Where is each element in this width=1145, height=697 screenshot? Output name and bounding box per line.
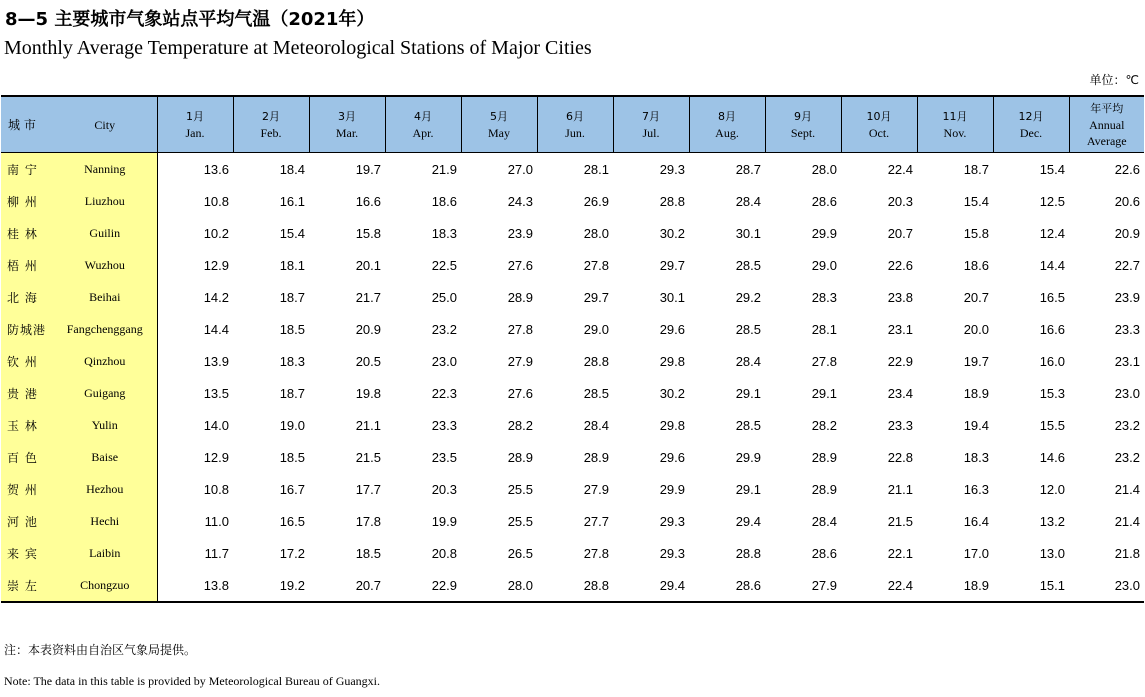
value-cell: 21.7	[355, 289, 381, 305]
value-cell: 21.5	[887, 513, 913, 529]
value-cell: 20.7	[963, 289, 989, 305]
city-cn-cell: 河 池	[1, 505, 53, 537]
value-cell: 19.0	[279, 417, 305, 433]
value-cell: 14.6	[1039, 449, 1065, 465]
month-cn-label: 2月	[262, 109, 280, 123]
header-city-cn: 城 市	[1, 96, 53, 153]
value-cell: 28.2	[811, 417, 837, 433]
annual-value-cell: 23.3	[1114, 321, 1140, 337]
value-cell: 28.5	[735, 257, 761, 273]
header-month-oct	[841, 96, 917, 153]
header-month-jun	[537, 96, 613, 153]
value-cell: 17.8	[355, 513, 381, 529]
table-row	[1, 569, 1144, 602]
city-cn-cell: 桂 林	[1, 217, 53, 249]
month-en-label: Jun.	[565, 125, 585, 140]
table-row	[1, 217, 1144, 249]
value-cell: 23.3	[887, 417, 913, 433]
value-cell: 20.5	[355, 353, 381, 369]
table-row	[1, 505, 1144, 537]
month-cn-label: 9月	[794, 109, 812, 123]
month-en-label: Jul.	[642, 125, 660, 140]
value-cell: 20.3	[887, 193, 913, 209]
value-cell: 29.0	[811, 257, 837, 273]
value-cell: 23.9	[507, 225, 533, 241]
value-cell: 16.1	[279, 193, 305, 209]
city-en-cell: Baise	[53, 441, 157, 473]
page-title-en: Monthly Average Temperature at Meteorological Stations of Major Cities	[4, 37, 592, 59]
month-en-label: Feb.	[260, 125, 282, 140]
value-cell: 30.2	[659, 385, 685, 401]
value-cell: 28.6	[735, 577, 761, 593]
value-cell: 28.4	[735, 193, 761, 209]
value-cell: 20.9	[355, 321, 381, 337]
value-cell: 30.2	[659, 225, 685, 241]
value-cell: 27.8	[583, 257, 609, 273]
month-en-label: Jan.	[185, 125, 205, 140]
month-cn-label: 6月	[566, 109, 584, 123]
value-cell: 29.2	[735, 289, 761, 305]
value-cell: 23.2	[431, 321, 457, 337]
value-cell: 28.0	[811, 161, 837, 177]
value-cell: 16.6	[355, 193, 381, 209]
month-en-label: Aug.	[715, 125, 739, 140]
value-cell: 20.8	[431, 545, 457, 561]
value-cell: 15.5	[1039, 417, 1065, 433]
value-cell: 22.4	[887, 161, 913, 177]
city-cn-cell: 柳 州	[1, 185, 53, 217]
value-cell: 19.2	[279, 577, 305, 593]
value-cell: 10.2	[203, 225, 229, 241]
value-cell: 28.3	[811, 289, 837, 305]
value-cell: 15.1	[1039, 577, 1065, 593]
table-row	[1, 537, 1144, 569]
annual-value-cell: 23.2	[1114, 417, 1140, 433]
table-row	[1, 153, 1144, 186]
value-cell: 27.9	[583, 481, 609, 497]
header-row	[1, 96, 1144, 153]
value-cell: 16.5	[1039, 289, 1065, 305]
annual-cn-label: 年平均	[1090, 101, 1124, 115]
value-cell: 28.0	[507, 577, 533, 593]
value-cell: 30.1	[735, 225, 761, 241]
value-cell: 15.8	[963, 225, 989, 241]
city-en-cell: Chongzuo	[53, 569, 157, 602]
value-cell: 18.9	[963, 385, 989, 401]
annual-value-cell: 21.4	[1114, 513, 1140, 529]
value-cell: 29.9	[735, 449, 761, 465]
annual-value-cell: 20.9	[1114, 225, 1140, 241]
value-cell: 20.7	[887, 225, 913, 241]
value-cell: 21.9	[431, 161, 457, 177]
table-body	[1, 153, 1144, 603]
value-cell: 16.5	[279, 513, 305, 529]
value-cell: 18.3	[279, 353, 305, 369]
annual-en-label-1: Annual	[1089, 117, 1125, 132]
value-cell: 19.8	[355, 385, 381, 401]
header-month-aug	[689, 96, 765, 153]
value-cell: 28.6	[811, 545, 837, 561]
temperature-table	[1, 95, 1144, 603]
month-cn-label: 1月	[186, 109, 204, 123]
value-cell: 28.5	[735, 321, 761, 337]
value-cell: 27.8	[507, 321, 533, 337]
value-cell: 13.0	[1039, 545, 1065, 561]
value-cell: 19.4	[963, 417, 989, 433]
value-cell: 28.8	[659, 193, 685, 209]
value-cell: 25.5	[507, 481, 533, 497]
value-cell: 16.7	[279, 481, 305, 497]
annual-value-cell: 23.0	[1114, 577, 1140, 593]
value-cell: 29.6	[659, 449, 685, 465]
city-en-cell: Hechi	[53, 505, 157, 537]
value-cell: 29.1	[735, 385, 761, 401]
value-cell: 18.9	[963, 577, 989, 593]
value-cell: 15.4	[279, 225, 305, 241]
value-cell: 18.7	[963, 161, 989, 177]
value-cell: 18.6	[431, 193, 457, 209]
value-cell: 18.5	[279, 449, 305, 465]
value-cell: 28.9	[811, 481, 837, 497]
month-cn-label: 10月	[866, 109, 892, 123]
value-cell: 12.9	[203, 257, 229, 273]
value-cell: 29.8	[659, 417, 685, 433]
month-en-label: May	[488, 125, 510, 140]
value-cell: 22.9	[887, 353, 913, 369]
header-month-nov	[917, 96, 993, 153]
value-cell: 21.1	[887, 481, 913, 497]
value-cell: 16.0	[1039, 353, 1065, 369]
value-cell: 29.8	[659, 353, 685, 369]
value-cell: 27.8	[583, 545, 609, 561]
value-cell: 23.0	[431, 353, 457, 369]
value-cell: 28.9	[507, 289, 533, 305]
city-cn-cell: 贵 港	[1, 377, 53, 409]
value-cell: 28.5	[583, 385, 609, 401]
month-en-label: Oct.	[868, 125, 890, 140]
value-cell: 27.8	[811, 353, 837, 369]
header-month-sept	[765, 96, 841, 153]
value-cell: 28.9	[583, 449, 609, 465]
value-cell: 16.6	[1039, 321, 1065, 337]
city-cn-cell: 北 海	[1, 281, 53, 313]
month-en-label: Apr.	[412, 125, 434, 140]
value-cell: 30.1	[659, 289, 685, 305]
city-en-cell: Hezhou	[53, 473, 157, 505]
table-row	[1, 281, 1144, 313]
value-cell: 28.2	[507, 417, 533, 433]
value-cell: 27.6	[507, 257, 533, 273]
value-cell: 22.3	[431, 385, 457, 401]
value-cell: 16.4	[963, 513, 989, 529]
value-cell: 21.5	[355, 449, 381, 465]
annual-value-cell: 20.6	[1114, 193, 1140, 209]
value-cell: 24.3	[507, 193, 533, 209]
value-cell: 19.7	[963, 353, 989, 369]
value-cell: 26.5	[507, 545, 533, 561]
value-cell: 22.9	[431, 577, 457, 593]
city-en-cell: Liuzhou	[53, 185, 157, 217]
value-cell: 17.2	[279, 545, 305, 561]
city-en-cell: Guilin	[53, 217, 157, 249]
annual-value-cell: 23.0	[1114, 385, 1140, 401]
value-cell: 27.6	[507, 385, 533, 401]
table-row	[1, 313, 1144, 345]
value-cell: 10.8	[203, 193, 229, 209]
value-cell: 14.2	[203, 289, 229, 305]
value-cell: 18.4	[279, 161, 305, 177]
city-cn-cell: 崇 左	[1, 569, 53, 602]
header-month-jan	[157, 96, 233, 153]
value-cell: 29.9	[659, 481, 685, 497]
value-cell: 29.6	[659, 321, 685, 337]
table-row	[1, 473, 1144, 505]
city-cn-cell: 防城港	[1, 313, 53, 345]
value-cell: 20.0	[963, 321, 989, 337]
table-row	[1, 249, 1144, 281]
value-cell: 22.6	[887, 257, 913, 273]
value-cell: 19.9	[431, 513, 457, 529]
value-cell: 28.4	[811, 513, 837, 529]
value-cell: 23.5	[431, 449, 457, 465]
value-cell: 28.8	[735, 545, 761, 561]
month-cn-label: 4月	[414, 109, 432, 123]
value-cell: 22.4	[887, 577, 913, 593]
header-month-apr	[385, 96, 461, 153]
header-city-en-label: City	[94, 117, 116, 132]
value-cell: 13.6	[203, 161, 229, 177]
city-en-cell: Beihai	[53, 281, 157, 313]
value-cell: 18.7	[279, 385, 305, 401]
value-cell: 19.7	[355, 161, 381, 177]
annual-value-cell: 23.1	[1114, 353, 1140, 369]
value-cell: 13.8	[203, 577, 229, 593]
value-cell: 28.1	[583, 161, 609, 177]
value-cell: 12.9	[203, 449, 229, 465]
table-row	[1, 345, 1144, 377]
header-month-mar	[309, 96, 385, 153]
value-cell: 28.8	[583, 353, 609, 369]
value-cell: 20.7	[355, 577, 381, 593]
header-month-jul	[613, 96, 689, 153]
month-en-label: Mar.	[335, 125, 359, 140]
city-cn-cell: 玉 林	[1, 409, 53, 441]
value-cell: 28.0	[583, 225, 609, 241]
city-cn-cell: 贺 州	[1, 473, 53, 505]
value-cell: 15.4	[1039, 161, 1065, 177]
value-cell: 29.3	[659, 545, 685, 561]
value-cell: 23.1	[887, 321, 913, 337]
annual-en-label-2: Average	[1086, 133, 1127, 148]
page-title-cn: 8—5 主要城市气象站点平均气温（2021年）	[5, 9, 375, 30]
value-cell: 17.7	[355, 481, 381, 497]
value-cell: 18.3	[431, 225, 457, 241]
annual-value-cell: 23.2	[1114, 449, 1140, 465]
month-cn-label: 3月	[338, 109, 356, 123]
value-cell: 28.1	[811, 321, 837, 337]
city-en-cell: Nanning	[53, 153, 157, 186]
month-cn-label: 11月	[942, 109, 968, 123]
table-row	[1, 185, 1144, 217]
value-cell: 18.6	[963, 257, 989, 273]
value-cell: 29.7	[659, 257, 685, 273]
month-cn-label: 8月	[718, 109, 736, 123]
month-en-label: Dec.	[1019, 125, 1043, 140]
value-cell: 15.8	[355, 225, 381, 241]
city-cn-cell: 来 宾	[1, 537, 53, 569]
city-cn-cell: 南 宁	[1, 153, 53, 186]
value-cell: 29.1	[735, 481, 761, 497]
city-en-cell: Yulin	[53, 409, 157, 441]
value-cell: 15.3	[1039, 385, 1065, 401]
value-cell: 22.5	[431, 257, 457, 273]
value-cell: 23.8	[887, 289, 913, 305]
value-cell: 10.8	[203, 481, 229, 497]
city-en-cell: Fangchenggang	[53, 313, 157, 345]
value-cell: 23.4	[887, 385, 913, 401]
value-cell: 28.4	[735, 353, 761, 369]
value-cell: 22.1	[887, 545, 913, 561]
value-cell: 27.9	[811, 577, 837, 593]
header-month-feb	[233, 96, 309, 153]
header-month-may	[461, 96, 537, 153]
value-cell: 18.7	[279, 289, 305, 305]
value-cell: 16.3	[963, 481, 989, 497]
city-en-cell: Laibin	[53, 537, 157, 569]
table-row	[1, 441, 1144, 473]
value-cell: 28.8	[583, 577, 609, 593]
month-en-label: Sept.	[790, 125, 816, 140]
value-cell: 14.4	[203, 321, 229, 337]
annual-value-cell: 22.6	[1114, 161, 1140, 177]
value-cell: 29.3	[659, 161, 685, 177]
month-cn-label: 12月	[1018, 109, 1044, 123]
city-cn-cell: 梧 州	[1, 249, 53, 281]
table-row	[1, 377, 1144, 409]
value-cell: 13.2	[1039, 513, 1065, 529]
value-cell: 28.5	[735, 417, 761, 433]
annual-value-cell: 21.4	[1114, 481, 1140, 497]
value-cell: 11.7	[204, 545, 229, 561]
value-cell: 11.0	[204, 513, 229, 529]
value-cell: 15.4	[963, 193, 989, 209]
value-cell: 29.4	[659, 577, 685, 593]
value-cell: 18.5	[355, 545, 381, 561]
city-en-cell: Wuzhou	[53, 249, 157, 281]
value-cell: 22.8	[887, 449, 913, 465]
header-annual-average	[1069, 96, 1144, 153]
city-en-cell: Qinzhou	[53, 345, 157, 377]
value-cell: 28.9	[507, 449, 533, 465]
value-cell: 20.1	[355, 257, 381, 273]
annual-value-cell: 23.9	[1114, 289, 1140, 305]
unit-label: 单位：℃	[1089, 73, 1139, 87]
value-cell: 29.9	[811, 225, 837, 241]
city-cn-cell: 钦 州	[1, 345, 53, 377]
value-cell: 13.9	[203, 353, 229, 369]
value-cell: 28.7	[735, 161, 761, 177]
month-cn-label: 5月	[490, 109, 508, 123]
value-cell: 13.5	[203, 385, 229, 401]
value-cell: 28.4	[583, 417, 609, 433]
footnote-en: Note: The data in this table is provided by Meteorological Bureau of Guangxi.	[4, 674, 381, 688]
annual-value-cell: 22.7	[1114, 257, 1140, 273]
value-cell: 12.5	[1039, 193, 1065, 209]
value-cell: 28.6	[811, 193, 837, 209]
city-en-cell: Guigang	[53, 377, 157, 409]
value-cell: 25.0	[431, 289, 457, 305]
annual-value-cell: 21.8	[1114, 545, 1140, 561]
value-cell: 12.0	[1039, 481, 1065, 497]
value-cell: 29.3	[659, 513, 685, 529]
value-cell: 21.1	[355, 417, 381, 433]
value-cell: 14.4	[1039, 257, 1065, 273]
value-cell: 14.0	[203, 417, 229, 433]
header-month-dec	[993, 96, 1069, 153]
value-cell: 27.7	[583, 513, 609, 529]
value-cell: 12.4	[1039, 225, 1065, 241]
footnote-cn: 注：本表资料由自治区气象局提供。	[4, 643, 197, 657]
header-city-en	[53, 96, 157, 153]
value-cell: 29.0	[583, 321, 609, 337]
value-cell: 18.3	[963, 449, 989, 465]
value-cell: 29.4	[735, 513, 761, 529]
value-cell: 27.9	[507, 353, 533, 369]
value-cell: 26.9	[583, 193, 609, 209]
value-cell: 18.5	[279, 321, 305, 337]
value-cell: 20.3	[431, 481, 457, 497]
month-cn-label: 7月	[642, 109, 660, 123]
table-row	[1, 409, 1144, 441]
value-cell: 27.0	[507, 161, 533, 177]
value-cell: 17.0	[963, 545, 989, 561]
value-cell: 29.7	[583, 289, 609, 305]
value-cell: 29.1	[811, 385, 837, 401]
city-cn-cell: 百 色	[1, 441, 53, 473]
month-en-label: Nov.	[943, 125, 967, 140]
value-cell: 23.3	[431, 417, 457, 433]
value-cell: 18.1	[279, 257, 305, 273]
value-cell: 25.5	[507, 513, 533, 529]
value-cell: 28.9	[811, 449, 837, 465]
